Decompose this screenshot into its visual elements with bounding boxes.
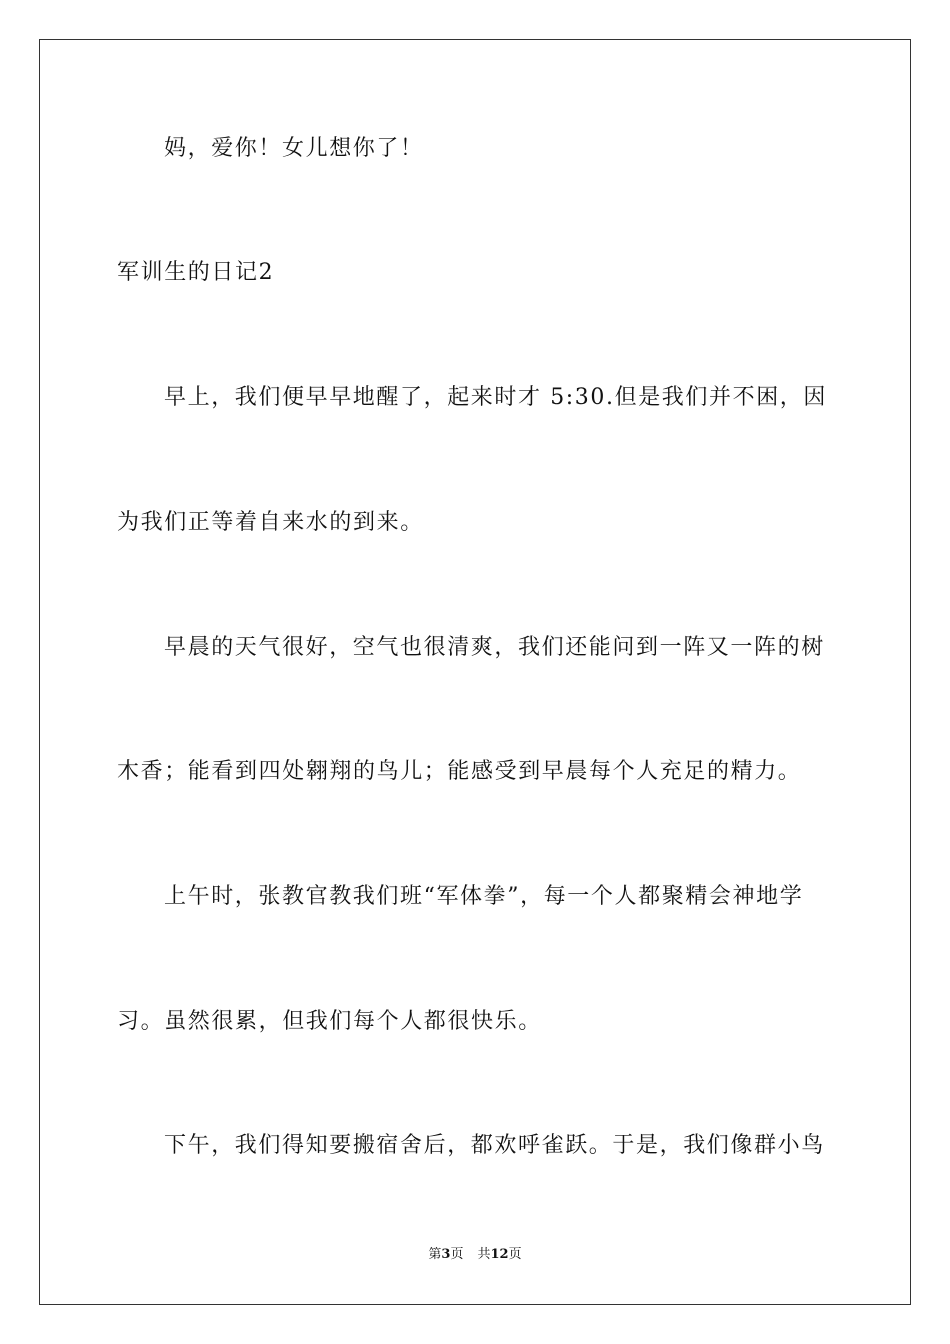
paragraph-line: 下午，我们得知要搬宿舍后，都欢呼雀跃。于是，我们像群小鸟 <box>164 1133 825 1158</box>
page-label-prefix: 第 <box>428 1247 442 1262</box>
page-label-suffix: 页 <box>450 1247 464 1262</box>
paragraph-line: 早晨的天气很好，空气也很清爽，我们还能问到一阵又一阵的树 <box>164 635 825 660</box>
page-footer <box>0 1246 950 1264</box>
paragraph-line: 木香；能看到四处翱翔的鸟儿；能感受到早晨每个人充足的精力。 <box>117 759 802 784</box>
total-page-count: 12 <box>490 1247 509 1262</box>
section-heading: 军训生的日记2 <box>117 260 275 285</box>
paragraph-line: 上午时，张教官教我们班“军体拳”，每一个人都聚精会神地学 <box>164 884 804 909</box>
current-page-number: 3 <box>441 1247 451 1262</box>
paragraph-line: 妈，爱你！女儿想你了！ <box>164 136 424 161</box>
paragraph-line: 为我们正等着自来水的到来。 <box>117 510 424 535</box>
total-label-suffix: 页 <box>508 1247 522 1262</box>
total-label-prefix: 共 <box>477 1247 491 1262</box>
paragraph-line: 习。虽然很累，但我们每个人都很快乐。 <box>117 1009 542 1034</box>
paragraph-line: 早上，我们便早早地醒了，起来时才 5:30.但是我们并不困，因 <box>164 385 827 410</box>
page-border <box>39 39 911 1305</box>
